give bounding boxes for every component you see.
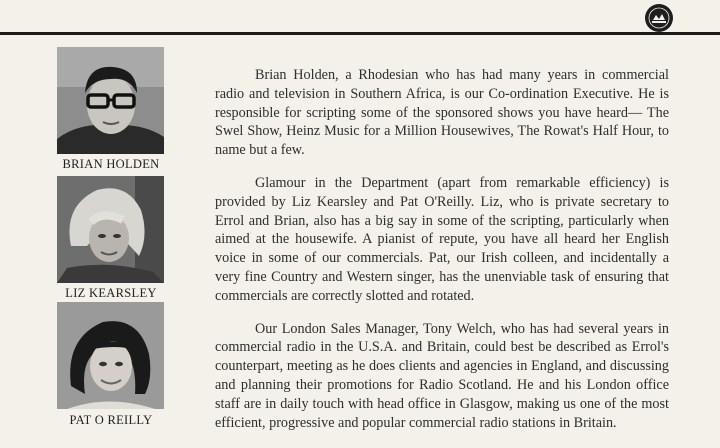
portrait-photo-brian-holden <box>57 47 164 154</box>
caption-brian-holden: BRIAN HOLDEN <box>62 157 160 171</box>
paragraph-london-sales: Our London Sales Manager, Tony Welch, who has had several years in commercial radio in the U.S.A. and Britain, could best be described as Errol's counterpart, meeting as he does clients and agencies in England, and discussing and planning their promotions for Radio Scotland. He and his London office staff are in daily touch with head office in Glasgow, making us one of the most efficient, progressive and popular commercial radio stations in Britain. <box>215 320 669 431</box>
header-rule <box>0 32 720 35</box>
caption-liz-kearsley: LIZ KEARSLEY <box>65 286 157 300</box>
portrait-photo-pat-oreilly <box>57 302 164 409</box>
article-body <box>215 66 669 446</box>
portrait-photo-liz-kearsley <box>57 176 164 283</box>
caption-pat-oreilly: PAT O REILLY <box>69 413 153 427</box>
radio-scotland-logo-icon <box>644 3 674 33</box>
paragraph-brian-holden: Brian Holden, a Rhodesian who has had many years in commercial radio and television in Southern Africa, is our Co-ordination Executive. He is responsible for scripting some of the sponsored shows you have heard— The Swel Show, Heinz Music for a Million Housewives, The Rowat's Half Hour, to name but a few. <box>215 67 669 159</box>
paragraph-glamour: Glamour in the Department (apart from remarkable efficiency) is provided by Liz Kearsley and Pat O'Reilly. Liz, who is private secretary to Errol and Brian, also has a big say in some of the scripting, particularly when aimed at the housewife. A pianist of repute, you have all heard her English voice in some of our commercials. Pat, our Irish colleen, and incidentally a very fine Country and Western singer, has the unenviable task of ensuring that commercials are correctly slotted and rotated. <box>215 174 669 304</box>
